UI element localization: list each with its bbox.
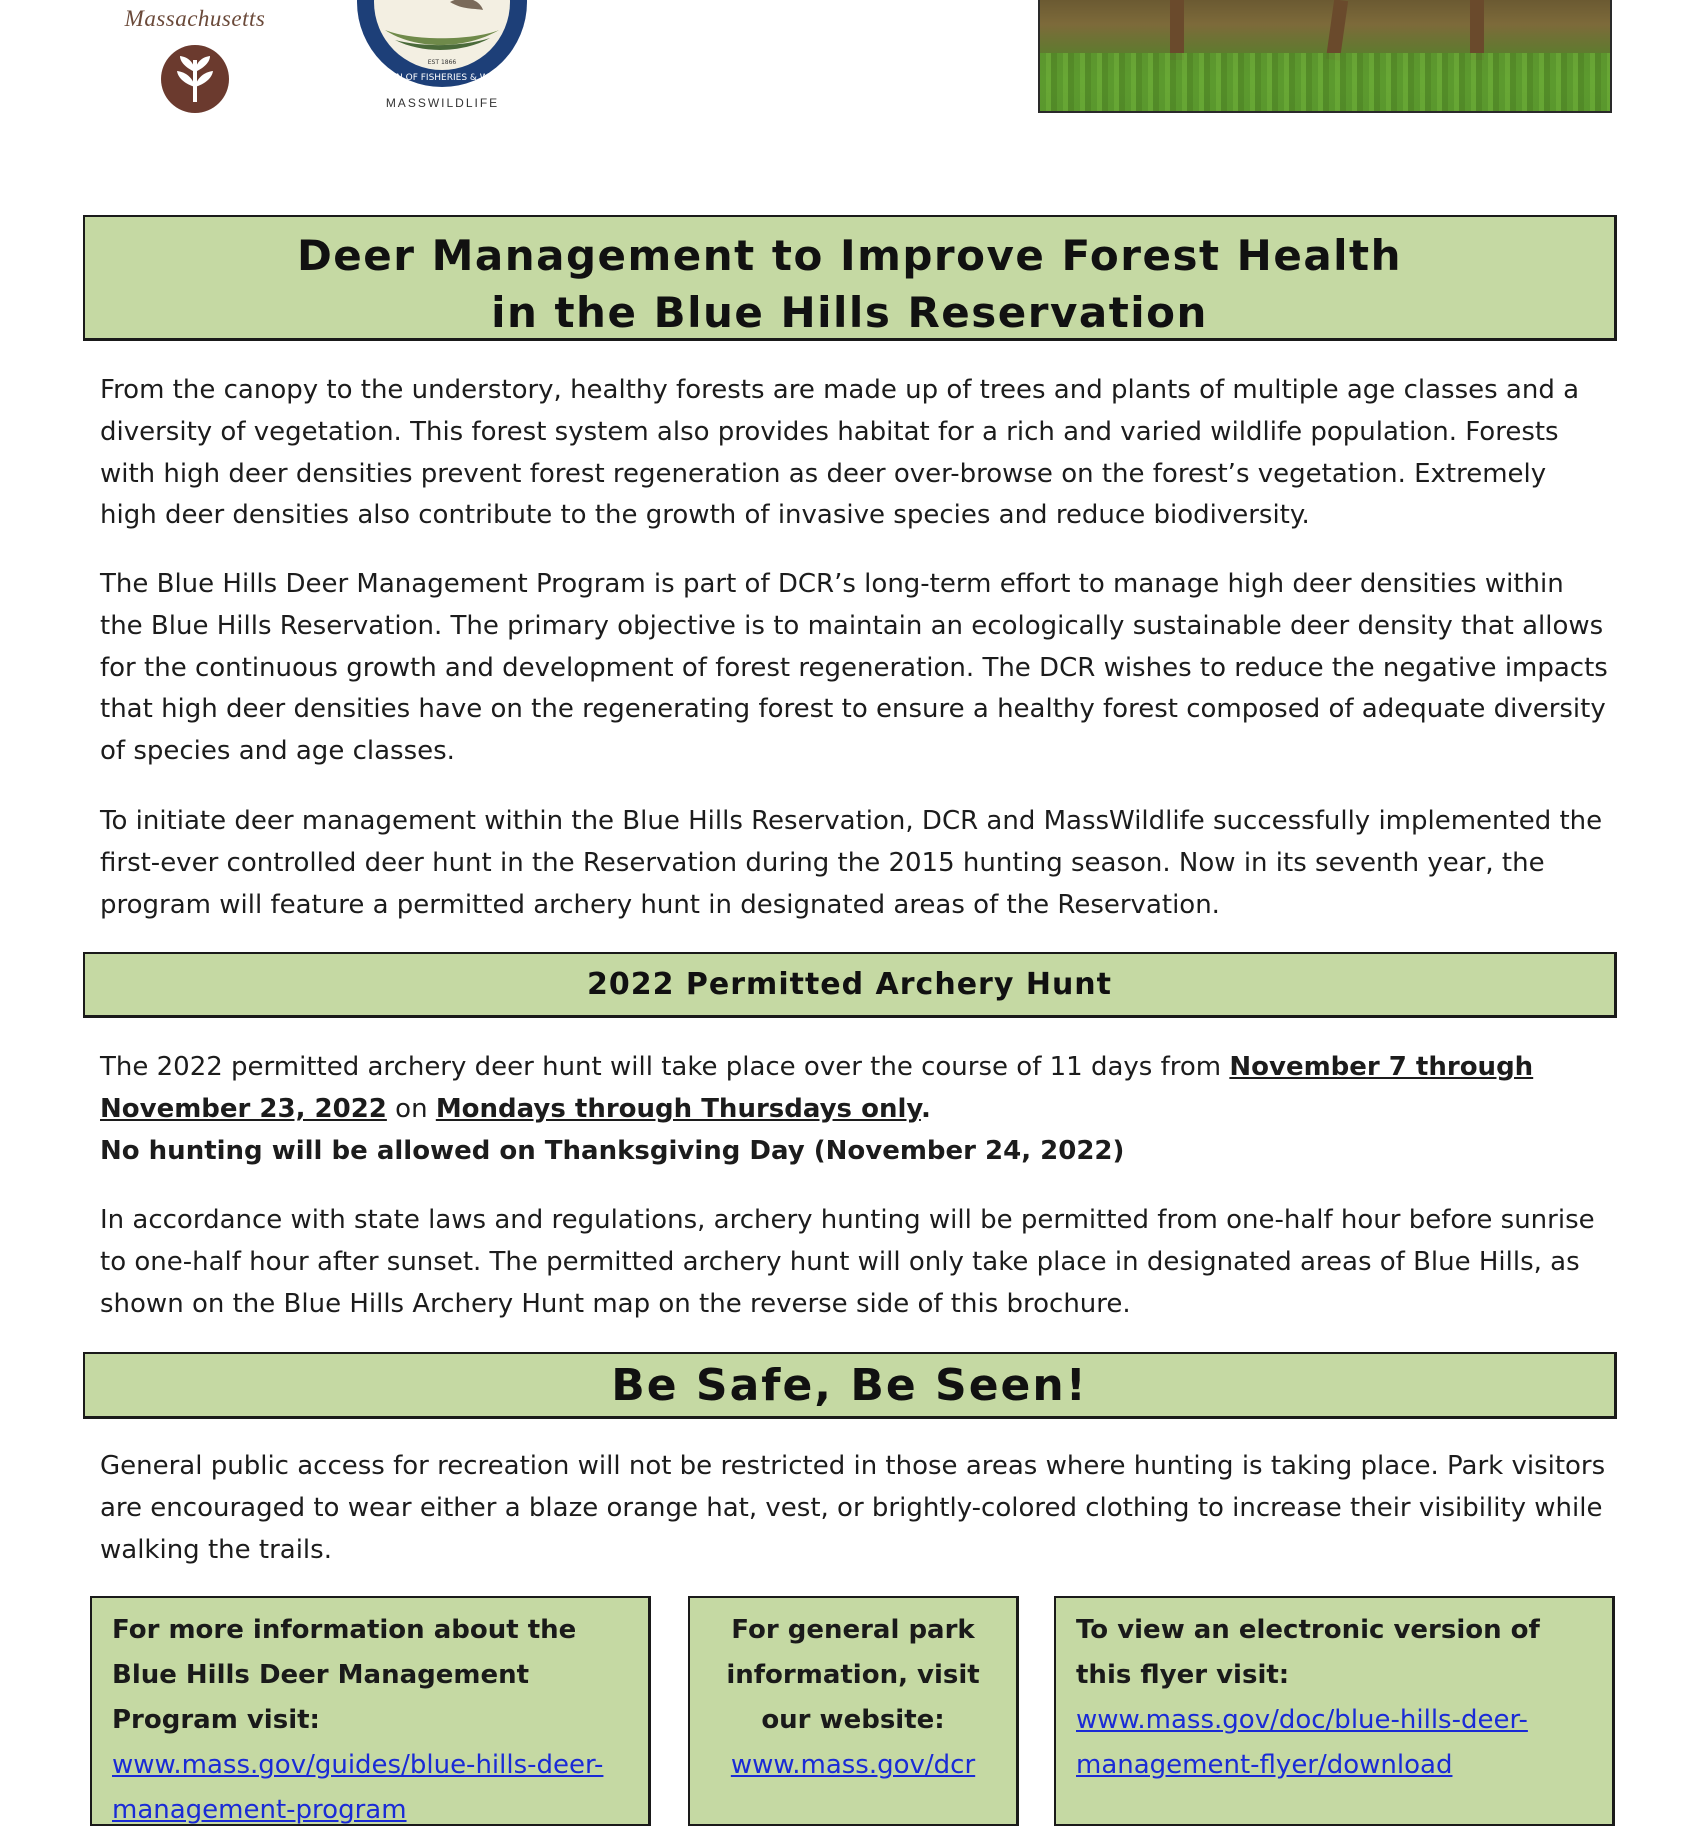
- hunt-dates-lead: The 2022 permitted archery deer hunt will take place over the course of 11 days from: [100, 1052, 1230, 1082]
- program-info-link[interactable]: www.mass.gov/guides/blue-hills-deer-management-program: [112, 1750, 604, 1825]
- flyer-info-label: To view an electronic version of this flyer visit:: [1076, 1615, 1540, 1690]
- archery-hunt-heading: 2022 Permitted Archery Hunt: [83, 952, 1617, 1018]
- leaf-emblem-icon: [158, 42, 232, 116]
- deer-forest-photo: [1038, 0, 1612, 113]
- hunt-hours-paragraph: In accordance with state laws and regulations, archery hunting will be permitted from one-half hour before sunrise to one-half hour after sunset. The permitted archery hunt will only take place in designated areas of Blue Hills, as shown on the Blue Hills Archery Hunt map on the reverse side of this brochure.: [100, 1205, 1595, 1319]
- thanksgiving-notice: No hunting will be allowed on Thanksgiving Day (November 24, 2022): [100, 1135, 1125, 1166]
- safety-paragraph: General public access for recreation will not be restricted in those areas where hunting is taking place. Park visitors are encouraged to wear either a blaze orange hat, vest, or brightly-colored clothing to increase their visibility while walking the trails.: [100, 1451, 1606, 1565]
- page-title-line-1: Deer Management to Improve Forest Health: [296, 231, 1403, 280]
- massachusetts-wordmark: Massachusetts: [124, 6, 266, 31]
- massachusetts-logo: [100, 0, 290, 120]
- intro-paragraph-3: To initiate deer management within the Blue Hills Reservation, DCR and MassWildlife successfully implemented the first-ever controlled deer hunt in the Reservation during the 2015 hunting season. Now in its seventh year, the program will feature a permitted archery hunt in designated areas of the Reservation.: [100, 806, 1603, 920]
- hunt-date-range: November 7 through November 23, 2022: [100, 1052, 1534, 1124]
- safety-heading: Be Safe, Be Seen!: [83, 1352, 1617, 1419]
- hunt-dates-on: on: [386, 1093, 436, 1124]
- fisheries-wildlife-seal-icon: [355, 0, 530, 96]
- seal-ring-text: DIVISION OF FISHERIES & WILDLIFE: [362, 73, 522, 83]
- hunt-dates-period: .: [920, 1093, 931, 1124]
- park-info-label: For general park information, visit our website:: [726, 1615, 980, 1735]
- hunt-dates-paragraph: [100, 1047, 1610, 1172]
- intro-paragraph-1: From the canopy to the understory, healthy forests are made up of trees and plants of multiple age classes and a diversity of vegetation. This forest system also provides habitat for a rich and varied wildlife population. Forests with high deer densities prevent forest regeneration as deer over-browse on the forest’s vegetation. Extremely high deer densities also contribute to the growth of invasive species and reduce biodiversity.: [100, 375, 1580, 531]
- title-banner: [83, 215, 1617, 341]
- park-info-link[interactable]: www.mass.gov/dcr: [730, 1750, 976, 1780]
- flyer-info-box: [1054, 1596, 1615, 1826]
- hunt-weekdays: Mondays through Thursdays only: [435, 1093, 921, 1124]
- program-info-box: [90, 1596, 651, 1826]
- page-title-line-2: in the Blue Hills Reservation: [491, 288, 1208, 337]
- program-info-label: For more information about the Blue Hills Deer Management Program visit:: [112, 1615, 577, 1735]
- masswildlife-logo: [355, 0, 530, 115]
- intro-paragraph-2: The Blue Hills Deer Management Program is part of DCR’s long-term effort to manage high deer densities within the Blue Hills Reservation. The primary objective is to maintain an ecologically sustainable deer density that allows for the continuous growth and development of forest regeneration. The DCR wishes to reduce the negative impacts that high deer densities have on the regenerating forest to ensure a healthy forest composed of adequate diversity of species and age classes.: [100, 569, 1608, 767]
- park-info-box: [688, 1596, 1019, 1826]
- seal-est-text: EST 1866: [427, 59, 457, 66]
- masswildlife-wordmark: MASSWILDLIFE: [385, 96, 500, 110]
- flyer-download-link[interactable]: www.mass.gov/doc/blue-hills-deer-management-flyer/download: [1076, 1705, 1528, 1780]
